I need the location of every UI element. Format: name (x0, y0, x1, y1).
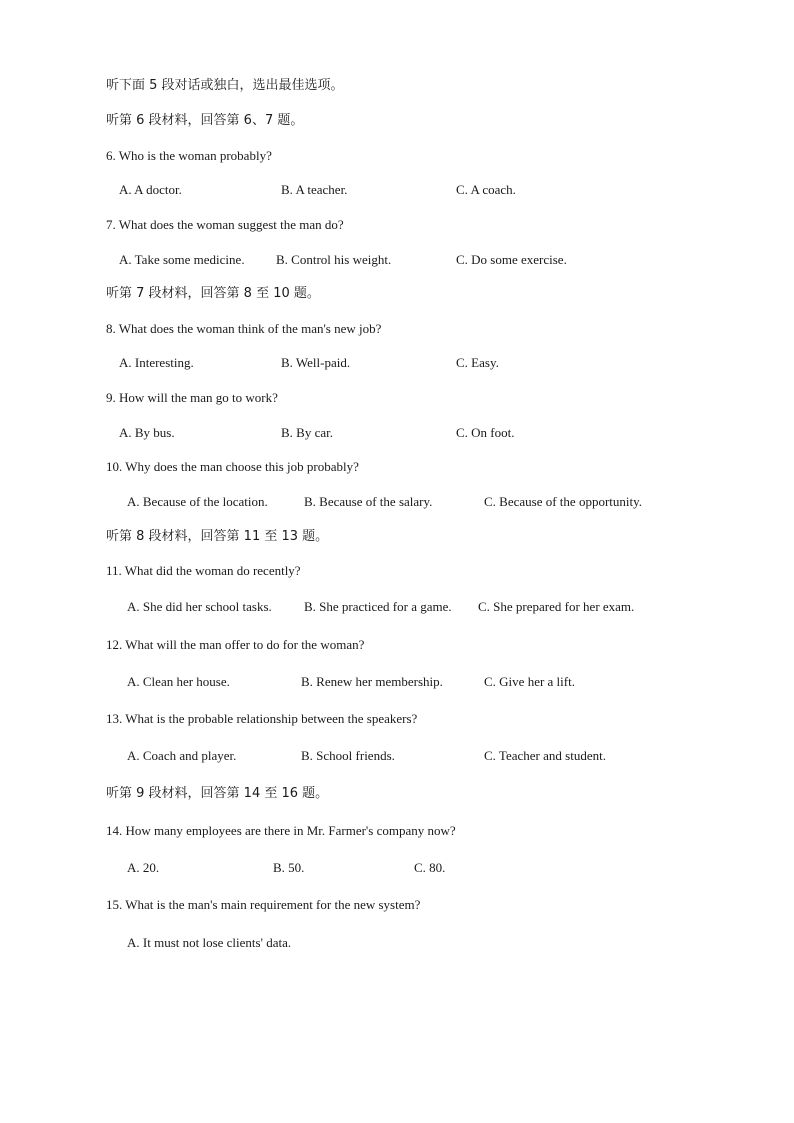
question-11: 11. What did the woman do recently? (106, 563, 301, 578)
question-11-option-c: C. She prepared for her exam. (478, 599, 635, 614)
question-13-option-a: A. Coach and player. (127, 748, 237, 763)
question-10-option-a: A. Because of the location. (127, 494, 268, 509)
section-6-heading: 听第 6 段材料，回答第 6、7 题。 (106, 113, 304, 128)
question-13-option-c: C. Teacher and student. (484, 748, 606, 763)
question-11-option-a: A. She did her school tasks. (127, 599, 272, 614)
question-6-option-a: A. A doctor. (119, 182, 182, 197)
question-8: 8. What does the woman think of the man's new job? (106, 321, 382, 336)
question-11-option-b: B. She practiced for a game. (304, 599, 452, 614)
question-14-option-a: A. 20. (127, 860, 160, 875)
section-9-heading: 听第 9 段材料，回答第 14 至 16 题。 (106, 786, 329, 801)
question-9-option-b: B. By car. (281, 425, 333, 440)
question-15-option-a: A. It must not lose clients' data. (127, 935, 292, 950)
question-6-option-b: B. A teacher. (281, 182, 348, 197)
question-8-option-b: B. Well-paid. (281, 355, 351, 370)
question-7: 7. What does the woman suggest the man do? (106, 217, 344, 232)
question-8-option-a: A. Interesting. (119, 355, 194, 370)
question-9: 9. How will the man go to work? (106, 390, 278, 405)
question-6-option-c: C. A coach. (456, 182, 516, 197)
question-9-option-c: C. On foot. (456, 425, 515, 440)
question-8-option-c: C. Easy. (456, 355, 499, 370)
question-12-option-a: A. Clean her house. (127, 674, 230, 689)
question-12-option-b: B. Renew her membership. (301, 674, 443, 689)
question-6: 6. Who is the woman probably? (106, 148, 272, 163)
question-13: 13. What is the probable relationship between the speakers? (106, 711, 418, 726)
question-7-option-c: C. Do some exercise. (456, 252, 567, 267)
question-12-option-c: C. Give her a lift. (484, 674, 575, 689)
question-7-option-a: A. Take some medicine. (119, 252, 245, 267)
section-8-heading: 听第 8 段材料，回答第 11 至 13 题。 (106, 529, 329, 544)
question-14-option-b: B. 50. (273, 860, 305, 875)
question-15: 15. What is the man's main requirement for the new system? (106, 897, 421, 912)
question-10: 10. Why does the man choose this job probably? (106, 459, 359, 474)
question-10-option-c: C. Because of the opportunity. (484, 494, 643, 509)
question-13-option-b: B. School friends. (301, 748, 395, 763)
question-14-option-c: C. 80. (414, 860, 446, 875)
question-9-option-a: A. By bus. (119, 425, 175, 440)
question-12: 12. What will the man offer to do for the woman? (106, 637, 365, 652)
question-10-option-b: B. Because of the salary. (304, 494, 433, 509)
question-7-option-b: B. Control his weight. (276, 252, 392, 267)
instructions-heading: 听下面 5 段对话或独白，选出最佳选项。 (106, 78, 344, 93)
question-14: 14. How many employees are there in Mr. Farmer's company now? (106, 823, 456, 838)
section-7-heading: 听第 7 段材料，回答第 8 至 10 题。 (106, 286, 320, 301)
